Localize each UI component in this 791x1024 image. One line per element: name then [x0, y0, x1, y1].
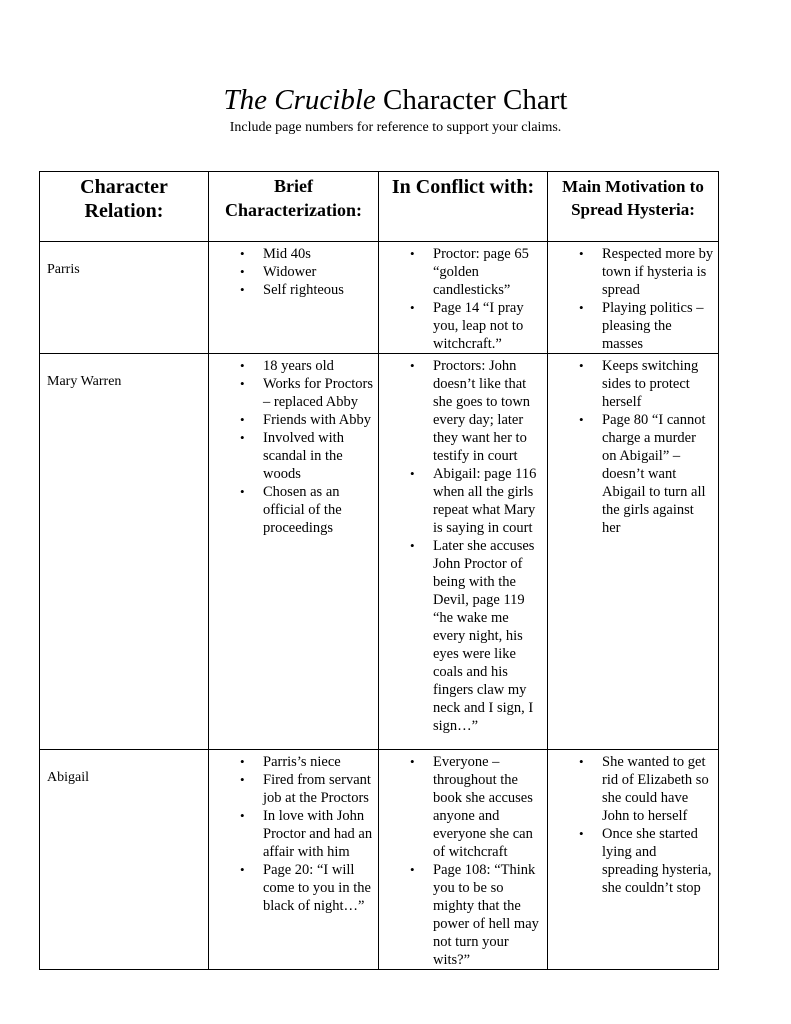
header-conflict-line1: In Conflict with: — [391, 176, 535, 198]
motivation-cell — [548, 242, 719, 354]
page-subtitle: Include page numbers for reference to support your claims. — [229, 120, 562, 135]
list-item: • Friends with Abby — [209, 411, 378, 429]
brief-cell — [209, 750, 379, 970]
list-item: • Playing politics – pleasing the masses — [548, 299, 718, 353]
header-character-line1: Character — [80, 176, 168, 198]
list-item: • Fired from servant job at the Proctors — [209, 771, 378, 807]
header-row — [40, 172, 719, 242]
header-character-line2: Relation: — [84, 200, 164, 222]
list-item: • Later she accuses John Proctor of being with the Devil, page 119 “he wake me every night, his eyes were like coals and his fingers claw my neck and I sign, I sign…” — [379, 537, 547, 735]
list-item: • Everyone – throughout the book she accuses anyone and everyone she can of witchcraft — [379, 753, 547, 861]
character-name: Abigail — [40, 750, 209, 970]
list-item: • Chosen as an official of the proceedings — [209, 483, 378, 537]
list-item: • In love with John Proctor and had an affair with him — [209, 807, 378, 861]
list-item: • Involved with scandal in the woods — [209, 429, 378, 483]
header-conflict — [379, 172, 548, 242]
list-item: • Page 20: “I will come to you in the black of night…” — [209, 861, 378, 915]
title-rest: Character Chart — [375, 84, 568, 116]
conflict-cell — [379, 750, 548, 970]
list-item: • Respected more by town if hysteria is spread — [548, 245, 718, 299]
header-motivation-line2: Spread Hysteria: — [571, 200, 695, 219]
list-item: • Once she started lying and spreading hysteria, she couldn’t stop — [548, 825, 718, 897]
list-item: • Abigail: page 116 when all the girls repeat what Mary is saying in court — [379, 465, 547, 537]
list-item: • 18 years old — [209, 357, 378, 375]
motivation-cell — [548, 750, 719, 970]
table-row — [40, 354, 719, 750]
list-item: • Keeps switching sides to protect herself — [548, 357, 718, 411]
header-brief-line1: Brief — [274, 176, 313, 196]
list-item: • Widower — [209, 263, 378, 281]
list-item: • Self righteous — [209, 281, 378, 299]
list-item: • Mid 40s — [209, 245, 378, 263]
list-item: • Page 108: “Think you to be so mighty that the power of hell may not turn your wits?” — [379, 861, 547, 969]
page-title — [0, 82, 791, 118]
list-item: • Page 80 “I cannot charge a murder on Abigail” – doesn’t want Abigail to turn all the girls against her — [548, 411, 718, 537]
header-brief-line2: Characterization: — [225, 200, 362, 220]
list-item: • Proctor: page 65 “golden candlesticks” — [379, 245, 547, 299]
list-item: • Page 14 “I pray you, leap not to witchcraft.” — [379, 299, 547, 353]
header-brief — [209, 172, 379, 242]
motivation-cell — [548, 354, 719, 750]
list-item: • Parris’s niece — [209, 753, 378, 771]
character-name: Mary Warren — [40, 354, 209, 750]
brief-cell — [209, 354, 379, 750]
character-name: Parris — [40, 242, 209, 354]
table-row — [40, 750, 719, 970]
conflict-cell — [379, 242, 548, 354]
list-item: • She wanted to get rid of Elizabeth so she could have John to herself — [548, 753, 718, 825]
table-row — [40, 242, 719, 354]
list-item: • Proctors: John doesn’t like that she goes to town every day; later they want her to testify in court — [379, 357, 547, 465]
brief-cell — [209, 242, 379, 354]
header-motivation-line1: Main Motivation to — [562, 177, 704, 196]
conflict-cell — [379, 354, 548, 750]
header-motivation — [548, 172, 719, 242]
title-italic: The Crucible — [223, 84, 376, 116]
list-item: • Works for Proctors – replaced Abby — [209, 375, 378, 411]
character-chart-table — [39, 171, 719, 970]
header-character — [40, 172, 209, 242]
